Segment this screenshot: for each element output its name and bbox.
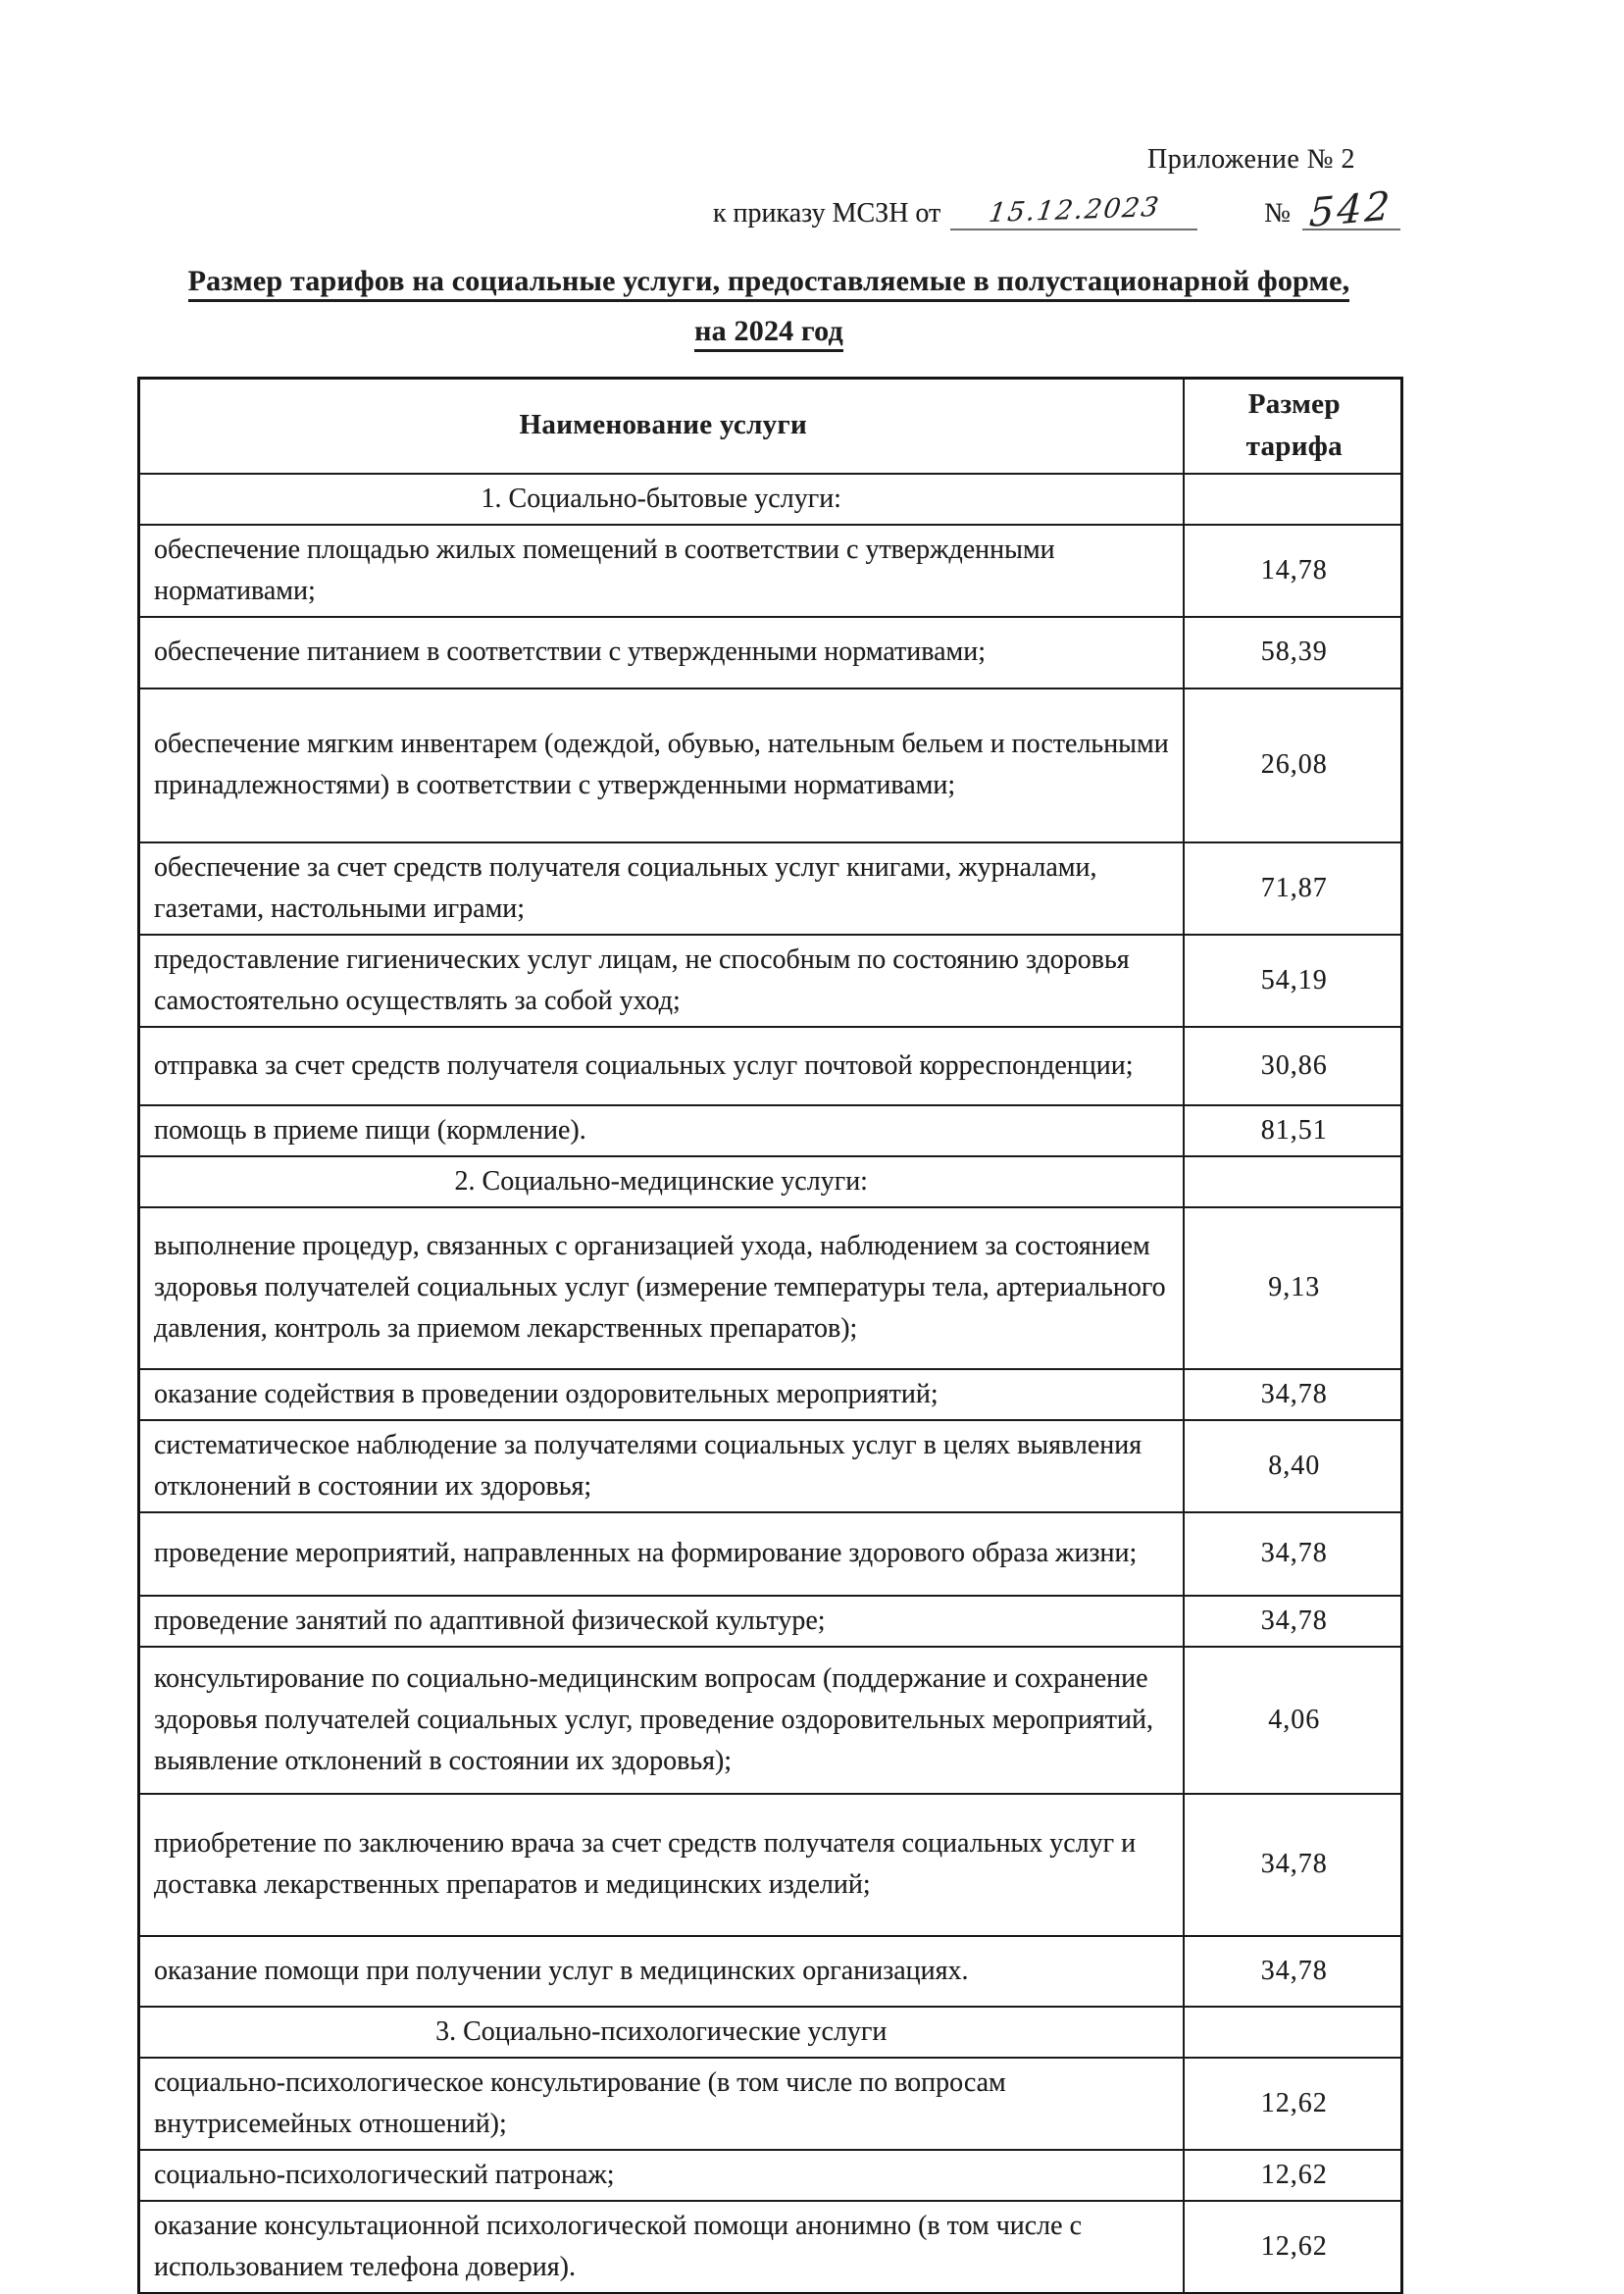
service-name: обеспечение за счет средств получателя социальных услуг книгами, журналами, газетами, настольными играми; xyxy=(139,842,1184,935)
tariff-value: 30,86 xyxy=(1184,1027,1402,1105)
section-label: 2. Социально-медицинские услуги: xyxy=(139,1156,1184,1207)
tariff-value: 34,78 xyxy=(1184,1936,1402,2007)
number-sign: № xyxy=(1264,198,1291,229)
tariff-value: 8,40 xyxy=(1184,1420,1402,1512)
tariff-value: 58,39 xyxy=(1184,617,1402,688)
service-row xyxy=(139,1596,1402,1647)
tariff-value xyxy=(1184,2007,1402,2058)
service-name: обеспечение мягким инвентарем (одеждой, обувью, нательным бельем и постельными принадлежностями) в соответствии с утвержденными нормативами; xyxy=(139,688,1184,842)
service-row xyxy=(139,617,1402,688)
order-number-handwritten: 542 xyxy=(1308,182,1395,236)
service-row xyxy=(139,2150,1402,2201)
order-number-underline xyxy=(1302,182,1400,236)
document-header xyxy=(137,0,1400,236)
service-row xyxy=(139,1420,1402,1512)
service-name: помощь в приеме пищи (кормление). xyxy=(139,1105,1184,1156)
tariff-value: 34,78 xyxy=(1184,1596,1402,1647)
service-name: оказание помощи при получении услуг в медицинских организациях. xyxy=(139,1936,1184,2007)
column-header-tariff: Размер тарифа xyxy=(1184,378,1402,474)
service-row xyxy=(139,842,1402,935)
order-date-handwritten: 15.12.2023 xyxy=(987,191,1163,229)
service-name: оказание консультационной психологической помощи анонимно (в том числе с использованием телефона доверия). xyxy=(139,2201,1184,2294)
tariff-value: 71,87 xyxy=(1184,842,1402,935)
service-row xyxy=(139,1207,1402,1369)
title-line2: на 2024 год xyxy=(137,310,1400,353)
tariff-value: 12,62 xyxy=(1184,2201,1402,2294)
service-row xyxy=(139,525,1402,617)
service-name: приобретение по заключению врача за счет средств получателя социальных услуг и доставка лекарственных препаратов и медицинских изделий; xyxy=(139,1794,1184,1936)
section-label: 1. Социально-бытовые услуги: xyxy=(139,474,1184,525)
appendix-line: Приложение № 2 xyxy=(1147,144,1355,175)
tariff-value: 4,06 xyxy=(1184,1647,1402,1794)
service-name: консультирование по социально-медицинским вопросам (поддержание и сохранение здоровья получателей социальных услуг, проведение оздоровительных мероприятий, выявление отклонений в состоянии их здоровья); xyxy=(139,1647,1184,1794)
tariff-table-body xyxy=(139,474,1402,2294)
order-prefix: к приказу МСЗН от xyxy=(712,198,941,229)
tariff-value: 34,78 xyxy=(1184,1512,1402,1596)
service-row xyxy=(139,688,1402,842)
service-name: предоставление гигиенических услуг лицам, не способным по состоянию здоровья самостоятельно осуществлять за собой уход; xyxy=(139,935,1184,1027)
service-name: проведение занятий по адаптивной физической культуре; xyxy=(139,1596,1184,1647)
section-row xyxy=(139,1156,1402,1207)
service-name: обеспечение питанием в соответствии с утвержденными нормативами; xyxy=(139,617,1184,688)
tariff-value: 81,51 xyxy=(1184,1105,1402,1156)
tariff-value xyxy=(1184,1156,1402,1207)
service-row xyxy=(139,2058,1402,2150)
service-name: оказание содействия в проведении оздоровительных мероприятий; xyxy=(139,1369,1184,1420)
tariff-value: 12,62 xyxy=(1184,2150,1402,2201)
column-header-service-name: Наименование услуги xyxy=(139,378,1184,474)
table-header-row xyxy=(139,378,1402,474)
document-content xyxy=(137,0,1400,2294)
section-label: 3. Социально-психологические услуги xyxy=(139,2007,1184,2058)
service-row xyxy=(139,935,1402,1027)
tariff-value: 34,78 xyxy=(1184,1794,1402,1936)
service-row xyxy=(139,1936,1402,2007)
tariff-value: 54,19 xyxy=(1184,935,1402,1027)
order-line xyxy=(137,182,1400,236)
tariff-value xyxy=(1184,474,1402,525)
document-title xyxy=(137,260,1400,353)
section-row xyxy=(139,474,1402,525)
tariff-value: 12,62 xyxy=(1184,2058,1402,2150)
service-row xyxy=(139,1027,1402,1105)
service-name: проведение мероприятий, направленных на формирование здорового образа жизни; xyxy=(139,1512,1184,1596)
service-name: выполнение процедур, связанных с организацией ухода, наблюдением за состоянием здоровья получателей социальных услуг (измерение температуры тела, артериального давления, контроль за приемом лекарственных препаратов); xyxy=(139,1207,1184,1369)
service-name: социально-психологическое консультирование (в том числе по вопросам внутрисемейных отношений); xyxy=(139,2058,1184,2150)
tariff-value: 14,78 xyxy=(1184,525,1402,617)
service-row xyxy=(139,1647,1402,1794)
service-row xyxy=(139,1794,1402,1936)
service-row xyxy=(139,1369,1402,1420)
section-row xyxy=(139,2007,1402,2058)
service-row xyxy=(139,1512,1402,1596)
title-line1: Размер тарифов на социальные услуги, предоставляемые в полустационарной форме, xyxy=(188,265,1350,302)
service-name: социально-психологический патронаж; xyxy=(139,2150,1184,2201)
service-name: отправка за счет средств получателя социальных услуг почтовой корреспонденции; xyxy=(139,1027,1184,1105)
order-date-underline xyxy=(950,191,1197,230)
service-row xyxy=(139,1105,1402,1156)
service-name: обеспечение площадью жилых помещений в соответствии с утвержденными нормативами; xyxy=(139,525,1184,617)
tariff-value: 9,13 xyxy=(1184,1207,1402,1369)
tariff-value: 26,08 xyxy=(1184,688,1402,842)
service-row xyxy=(139,2201,1402,2294)
tariff-table xyxy=(137,377,1403,2294)
tariff-value: 34,78 xyxy=(1184,1369,1402,1420)
service-name: систематическое наблюдение за получателями социальных услуг в целях выявления отклонений в состоянии их здоровья; xyxy=(139,1420,1184,1512)
